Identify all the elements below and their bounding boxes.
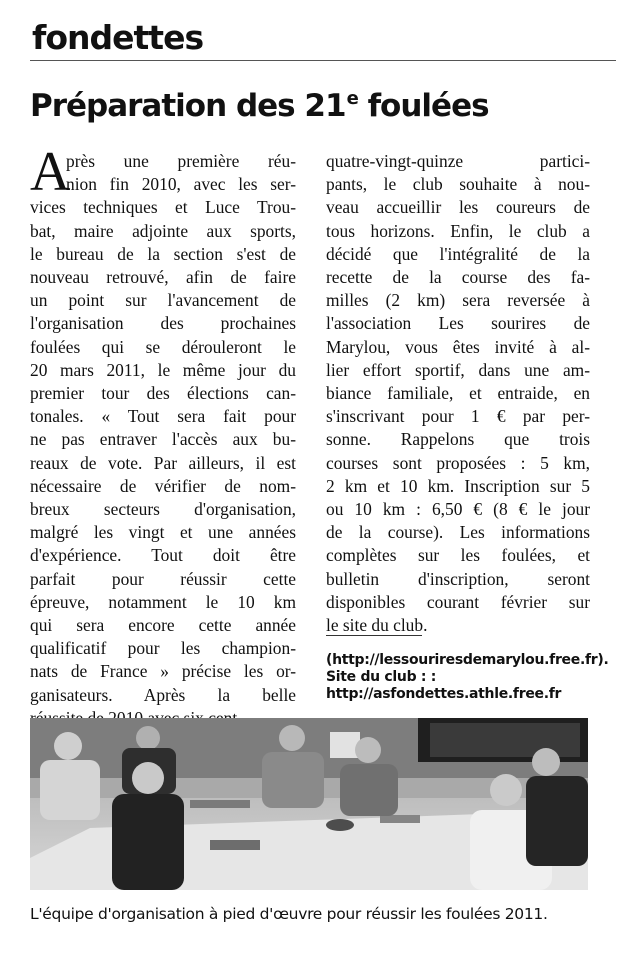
article-line: le site du club. bbox=[326, 615, 428, 636]
section-title: fondettes bbox=[32, 18, 204, 57]
photo-caption: L'équipe d'organisation à pied d'œuvre pour réussir les foulées 2011. bbox=[30, 905, 548, 923]
headline-end: foulées bbox=[357, 88, 489, 124]
article-line: 20 mars 2011, le même jour du bbox=[30, 359, 296, 380]
article-line: parfait pour réussir cette bbox=[30, 568, 296, 589]
article-line: sonne. Rappelons que trois bbox=[326, 429, 590, 450]
article-line: s'inscrivant pour 1 € par per- bbox=[326, 406, 590, 427]
article-links bbox=[326, 652, 616, 703]
article-line: courses sont proposées : 5 km, bbox=[326, 452, 590, 473]
article-line: nécessaire de vérifier de nom- bbox=[30, 475, 296, 496]
article-line: le bureau de la section s'est de bbox=[30, 243, 296, 264]
article-line: ou 10 km : 6,50 € (8 € le jour bbox=[326, 499, 590, 520]
article-line: premier tour des élections can- bbox=[30, 383, 296, 404]
article-line: ganisateurs. Après la belle bbox=[30, 684, 296, 705]
article-line: reaux de vote. Par ailleurs, il est bbox=[30, 452, 296, 473]
article-line: 2 km et 10 km. Inscription sur 5 bbox=[326, 475, 590, 496]
article-column-left bbox=[30, 141, 296, 730]
article-line: nouveau retrouvé, afin de faire bbox=[30, 267, 296, 288]
article-line: lier effort sportif, dans une am- bbox=[326, 359, 590, 380]
team-photo-image bbox=[30, 718, 588, 890]
article-line: de la course). Les informations bbox=[326, 522, 590, 543]
article-line: milles (2 km) sera reversée à bbox=[326, 290, 590, 311]
article-line: d'expérience. Tout doit être bbox=[30, 545, 296, 566]
article-line: un point sur l'avancement de bbox=[30, 290, 296, 311]
headline-superscript: e bbox=[346, 88, 358, 109]
article-line: disponibles courant février sur bbox=[326, 591, 590, 612]
article-line: vices techniques et Luce Trou- bbox=[30, 197, 296, 218]
headline-main: Préparation des 21 bbox=[30, 88, 346, 124]
article-column-right bbox=[326, 150, 590, 637]
article-line: épreuve, notamment le 10 km bbox=[30, 591, 296, 612]
article-line: nats de France » précise les or- bbox=[30, 661, 296, 682]
article-line: bat, maire adjointe aux sports, bbox=[30, 220, 296, 241]
article-line: biance familiale, et entraide, en bbox=[326, 383, 590, 404]
article-line: malgré les vingt et une années bbox=[30, 522, 296, 543]
article-line: breux secteurs d'organisation, bbox=[30, 499, 296, 520]
section-header bbox=[30, 14, 616, 61]
article-line: veau accueillir les coureurs de bbox=[326, 197, 590, 218]
article-line: ne pas entraver l'accès aux bu- bbox=[30, 429, 296, 450]
article-line: nion fin 2010, avec les ser- bbox=[66, 174, 296, 195]
article-line: décidé que l'intégralité de la bbox=[326, 243, 590, 264]
article-line: quatre-vingt-quinze partici- bbox=[326, 151, 590, 171]
article-line: recette de la course des fa- bbox=[326, 267, 590, 288]
article-line: l'organisation des prochaines bbox=[30, 313, 296, 334]
article-headline bbox=[30, 88, 610, 124]
article-line: l'association Les sourires de bbox=[326, 313, 590, 334]
divider-rule bbox=[326, 635, 422, 636]
link-club-label: Site du club : : bbox=[326, 669, 437, 685]
drop-cap: A bbox=[30, 141, 71, 203]
article-line: Marylou, vous êtes invité à al- bbox=[326, 336, 590, 357]
article-line: tonales. « Tout sera fait pour bbox=[30, 406, 296, 427]
team-photo bbox=[30, 718, 588, 890]
article-line: bulletin d'inscription, seront bbox=[326, 568, 590, 589]
article-line: qualificatif pour les champion- bbox=[30, 638, 296, 659]
article-line: qui sera encore cette année bbox=[30, 615, 296, 636]
article-line: complètes sur les foulées, et bbox=[326, 545, 590, 566]
article-line: foulées qui se dérouleront le bbox=[30, 336, 296, 357]
link-marylou[interactable]: (http://lessouriresdemarylou.free.fr). bbox=[326, 652, 609, 668]
article-line: près une première réu- bbox=[66, 151, 296, 171]
link-club[interactable]: http://asfondettes.athle.free.fr bbox=[326, 686, 562, 702]
article-line: pants, le club souhaite à nou- bbox=[326, 174, 590, 195]
article-line: tous horizons. Enfin, le club a bbox=[326, 220, 590, 241]
